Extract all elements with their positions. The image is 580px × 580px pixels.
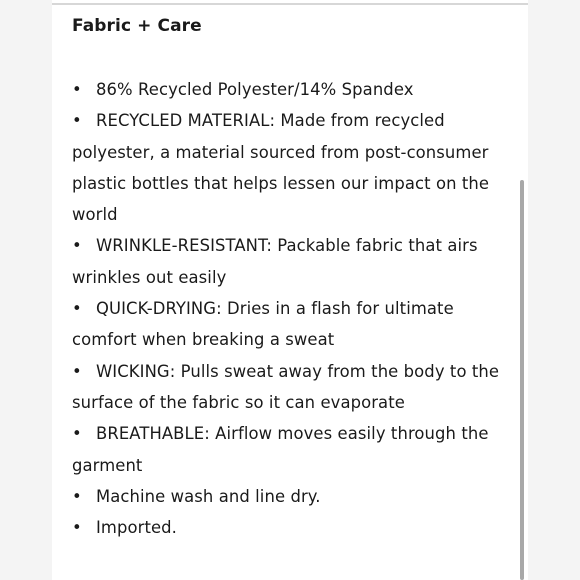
list-item [72,293,502,356]
list-item [72,512,502,543]
bullet-icon: • [72,361,82,381]
list-item-text: Machine wash and line dry. [96,486,321,506]
list-item-text: RECYCLED MATERIAL: Made from recycled polyester, a material sourced from post-consumer plastic bottles that helps lessen our impact on the world [72,111,490,225]
list-item [72,356,502,419]
list-item-text: BREATHABLE: Airflow moves easily through the garment [72,424,489,475]
list-item-text: WRINKLE-RESISTANT: Packable fabric that airs wrinkles out easily [72,236,478,287]
list-item-text: WICKING: Pulls sweat away from the body to the surface of the fabric so it can evaporate [72,361,500,412]
list-item-text: QUICK-DRYING: Dries in a flash for ultimate comfort when breaking a sweat [72,299,454,350]
bullet-icon: • [72,111,82,131]
bullet-icon: • [72,518,82,538]
fabric-care-list [72,74,502,543]
list-item [72,105,502,230]
top-divider [52,3,528,5]
scrollbar-thumb[interactable] [520,180,524,580]
list-item [72,481,502,512]
bullet-icon: • [72,236,82,256]
bullet-icon: • [72,486,82,506]
list-item-text: Imported. [96,518,177,538]
list-item [72,230,502,293]
bullet-icon: • [72,299,82,319]
section-title: Fabric + Care [72,16,202,36]
bullet-icon: • [72,424,82,444]
bullet-icon: • [72,80,82,99]
list-item [72,74,502,105]
list-item [72,418,502,481]
list-item-text: 86% Recycled Polyester/14% Spandex [96,80,414,99]
